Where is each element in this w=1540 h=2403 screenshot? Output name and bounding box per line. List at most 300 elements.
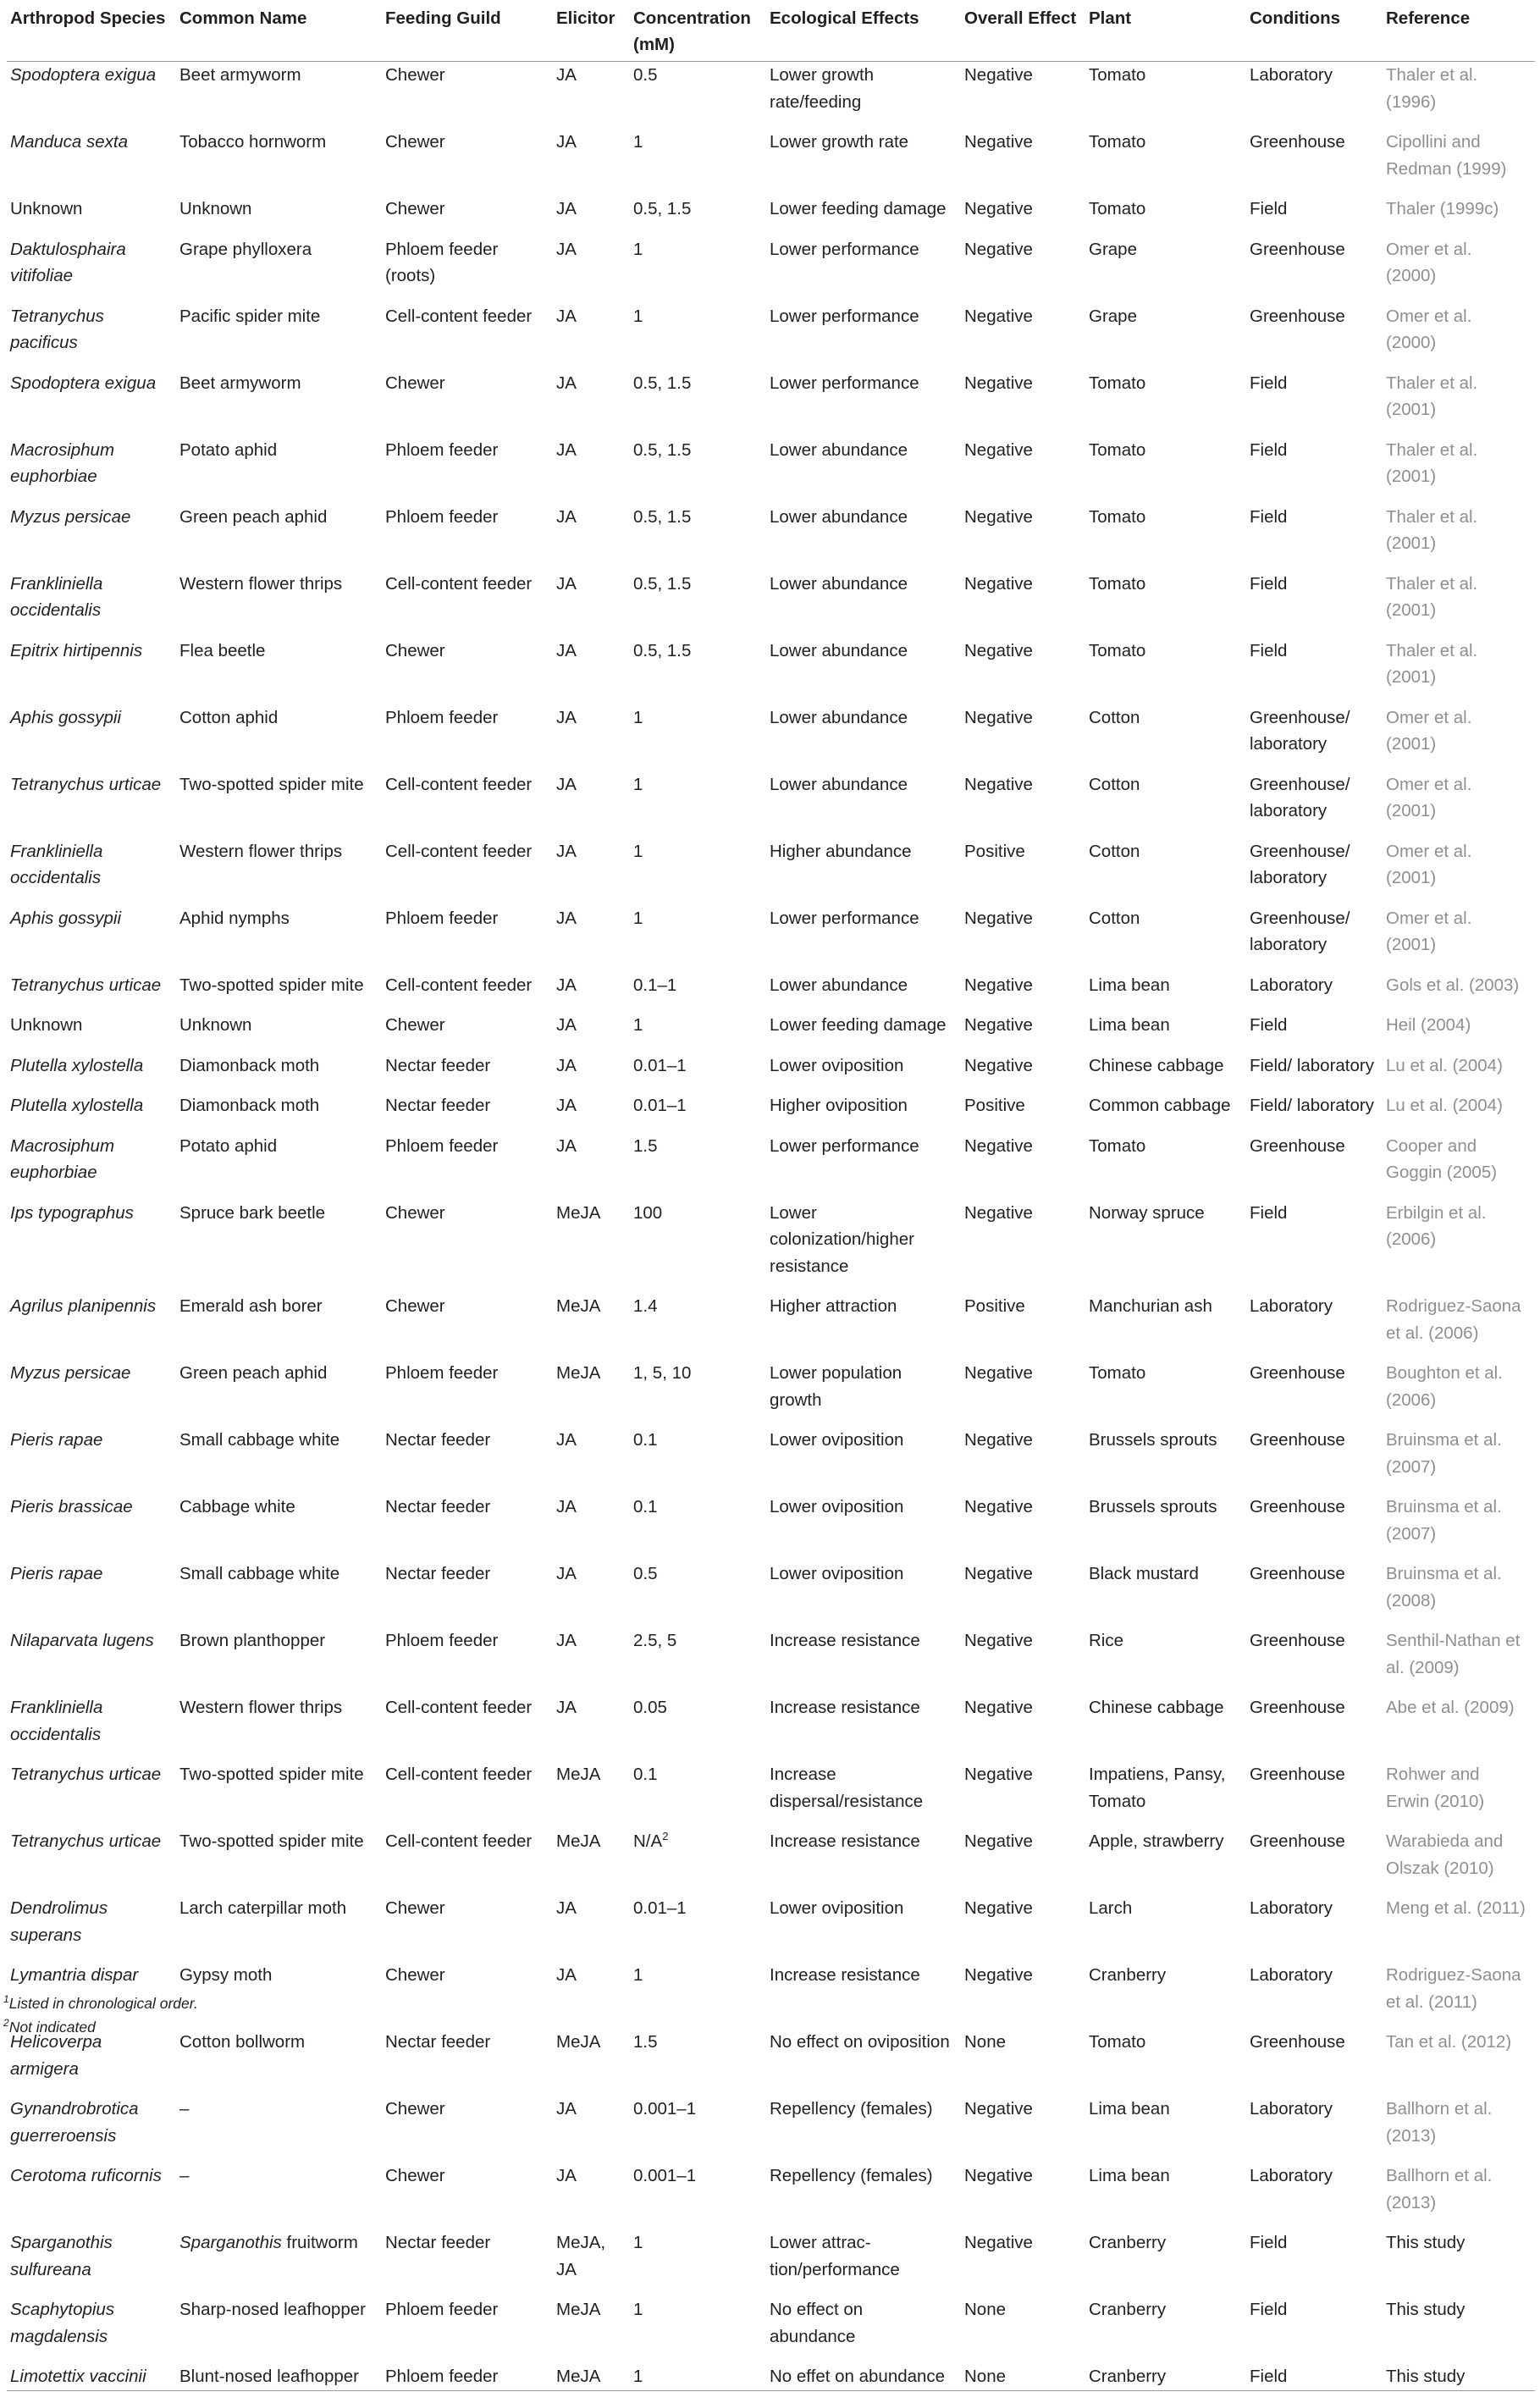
overall-effect-cell: Negative — [964, 774, 1033, 794]
common-name-cell: Emerald ash borer — [179, 1296, 323, 1316]
elicitor-cell: JA — [556, 1015, 577, 1035]
species-cell: Tetranychus pacificus — [10, 306, 104, 352]
overall-effect-cell: Negative — [964, 439, 1033, 460]
species-cell: Lymantria dispar — [10, 1965, 139, 1985]
conditions-cell: Field — [1250, 573, 1288, 594]
feeding-guild-cell: Nectar feeder — [385, 1430, 491, 1450]
feeding-guild-cell: Cell-content feeder — [385, 306, 533, 326]
species-cell: Scaphytopius magdalensis — [10, 2300, 115, 2346]
conditions-cell: Field — [1250, 2300, 1288, 2319]
overall-effect-cell: Negative — [964, 306, 1033, 326]
plant-cell: Apple, strawberry — [1089, 1831, 1224, 1851]
table-row — [7, 2082, 1535, 2149]
ecological-effects-cell: Lower abundance — [770, 975, 908, 995]
plant-cell: Tomato — [1089, 1363, 1146, 1383]
column-header: Conditions — [1246, 0, 1383, 62]
column-header: Concentration (mM) — [630, 0, 766, 62]
concentration-cell: 0.1 — [633, 1430, 658, 1450]
plant-cell: Cranberry — [1089, 2300, 1167, 2319]
overall-effect-cell: Negative — [964, 1831, 1033, 1851]
feeding-guild-cell: Chewer — [385, 1296, 445, 1316]
elicitor-cell: JA — [556, 199, 577, 218]
overall-effect-cell: Negative — [964, 2166, 1033, 2185]
common-name-cell: Western flower thrips — [179, 573, 343, 594]
ecological-effects-cell: Lower performance — [770, 373, 919, 393]
reference-cell: Lu et al. (2004) — [1386, 1055, 1503, 1075]
elicitor-cell: JA — [556, 1631, 577, 1650]
table-row — [7, 62, 1535, 116]
elicitor-cell: MeJA — [556, 1363, 601, 1383]
footnote — [3, 1991, 198, 2015]
feeding-guild-cell: Cell-content feeder — [385, 1698, 533, 1717]
footnote-ref: 2 — [662, 1830, 669, 1843]
table-row — [7, 624, 1535, 691]
reference-cell: Thaler et al. (1996) — [1386, 65, 1478, 112]
ecological-effects-cell: No effet on abundance — [770, 2367, 946, 2386]
common-name-cell: Cotton aphid — [179, 707, 279, 727]
elicitor-cell: JA — [556, 573, 577, 594]
concentration-cell: 1.5 — [633, 1135, 658, 1156]
reference-cell: Thaler et al. (2001) — [1386, 373, 1478, 419]
species-cell: Macrosiphum euphorbiae — [10, 1135, 115, 1182]
overall-effect-cell: Negative — [964, 506, 1033, 527]
feeding-guild-cell: Chewer — [385, 1015, 445, 1035]
table-row — [7, 182, 1535, 223]
concentration-cell: 0.05 — [633, 1698, 667, 1717]
elicitor-cell: JA — [556, 1055, 577, 1075]
elicitor-cell: JA — [556, 306, 577, 326]
overall-effect-cell: Negative — [964, 199, 1033, 218]
species-cell: Myzus persicae — [10, 506, 131, 527]
species-cell: Pieris rapae — [10, 1430, 103, 1450]
species-cell: Tetranychus urticae — [10, 1765, 162, 1784]
plant-cell: Lima bean — [1089, 1015, 1170, 1035]
plant-cell: Grape — [1089, 306, 1137, 326]
elicitor-cell: JA — [556, 1698, 577, 1717]
overall-effect-cell: Negative — [964, 239, 1033, 259]
species-cell: Spodoptera exigua — [10, 373, 157, 393]
feeding-guild-cell: Cell-content feeder — [385, 1831, 533, 1851]
overall-effect-cell: Negative — [964, 1765, 1033, 1784]
feeding-guild-cell: Cell-content feeder — [385, 841, 533, 861]
table-row — [7, 1079, 1535, 1119]
overall-effect-cell: Negative — [964, 640, 1033, 660]
plant-cell: Tomato — [1089, 640, 1146, 660]
overall-effect-cell: None — [964, 2032, 1007, 2052]
feeding-guild-cell: Phloem feeder — [385, 1135, 499, 1156]
elicitor-cell: JA — [556, 707, 577, 727]
reference-cell: Abe et al. (2009) — [1386, 1698, 1515, 1717]
species-cell: Dendrolimus superans — [10, 1898, 108, 1945]
concentration-cell: 0.5, 1.5 — [633, 640, 692, 660]
table-row — [7, 290, 1535, 356]
elicitor-cell: JA — [556, 1497, 577, 1516]
conditions-cell: Laboratory — [1250, 975, 1333, 995]
common-name-cell: Two-spotted spider mite — [179, 1831, 364, 1851]
species-cell: Nilaparvata lugens — [10, 1631, 154, 1650]
table-row — [7, 1039, 1535, 1080]
common-name-cell: Unknown — [179, 1015, 252, 1035]
concentration-cell: 0.5, 1.5 — [633, 506, 692, 527]
common-name-cell: Aphid nymphs — [179, 908, 290, 928]
species-cell: Frankliniella occidentalis — [10, 573, 103, 620]
overall-effect-cell: Negative — [964, 132, 1033, 152]
elicitor-cell: JA — [556, 239, 577, 259]
table-row — [7, 2283, 1535, 2350]
conditions-cell: Greenhouse — [1250, 1135, 1345, 1156]
feeding-guild-cell: Phloem feeder (roots) — [385, 239, 499, 285]
reference-cell: Omer et al. (2000) — [1386, 306, 1472, 352]
ecological-effects-cell: Lower growth rate — [770, 132, 909, 152]
species-cell: Aphis gossypii — [10, 707, 122, 727]
ecological-effects-cell: Higher abundance — [770, 841, 912, 861]
ecological-effects-cell: Lower performance — [770, 1135, 919, 1156]
conditions-cell: Greenhouse — [1250, 1698, 1345, 1717]
feeding-guild-cell: Chewer — [385, 2099, 445, 2119]
concentration-cell: 0.01–1 — [633, 1096, 687, 1115]
overall-effect-cell: Negative — [964, 1698, 1033, 1717]
species-cell: Gynandrobrotica guerreroensis — [10, 2099, 139, 2146]
species-cell: Ips typographus — [10, 1202, 134, 1223]
plant-cell: Black mustard — [1089, 1564, 1199, 1583]
ecological-effects-cell: Lower abundance — [770, 506, 908, 527]
reference-cell: Rohwer and Erwin (2010) — [1386, 1765, 1485, 1811]
feeding-guild-cell: Chewer — [385, 640, 445, 660]
concentration-cell: 0.5, 1.5 — [633, 373, 692, 393]
reference-cell: Bruinsma et al. (2007) — [1386, 1430, 1502, 1477]
elicitor-cell: JA — [556, 373, 577, 393]
elicitor-cell: JA — [556, 2166, 577, 2185]
common-name-cell: Tobacco hornworm — [179, 132, 327, 152]
common-name-cell: Cotton bollworm — [179, 2032, 306, 2052]
overall-effect-cell: Negative — [964, 1631, 1033, 1650]
reference-cell: Omer et al. (2001) — [1386, 774, 1472, 820]
common-name-cell: Larch caterpillar moth — [179, 1898, 347, 1918]
footnote-text: Listed in chronological order. — [8, 1995, 198, 2012]
conditions-cell: Greenhouse/ laboratory — [1250, 774, 1350, 820]
column-header: Ecological Effects — [766, 0, 961, 62]
common-name-cell: Small cabbage white — [179, 1564, 340, 1583]
common-name-cell: Blunt-nosed leafhopper — [179, 2367, 359, 2386]
conditions-cell: Field — [1250, 2233, 1288, 2252]
plant-cell: Tomato — [1089, 65, 1146, 85]
reference-cell: Omer et al. (2001) — [1386, 841, 1472, 887]
overall-effect-cell: None — [964, 2367, 1007, 2386]
conditions-cell: Greenhouse — [1250, 132, 1345, 152]
table-row — [7, 2216, 1535, 2283]
overall-effect-cell: None — [964, 2300, 1007, 2319]
species-cell: Plutella xylostella — [10, 1096, 144, 1115]
common-name-cell: Gypsy moth — [179, 1965, 273, 1985]
plant-cell: Norway spruce — [1089, 1202, 1205, 1223]
common-name-cell: Two-spotted spider mite — [179, 774, 364, 794]
common-name-cell: Western flower thrips — [179, 841, 343, 861]
overall-effect-cell: Negative — [964, 1898, 1033, 1918]
common-name-cell: Two-spotted spider mite — [179, 1765, 364, 1784]
data-table — [7, 0, 1535, 2403]
reference-cell: Rodriguez-Saona et al. (2006) — [1386, 1296, 1521, 1343]
conditions-cell: Greenhouse — [1250, 239, 1345, 259]
ecological-effects-cell: No effect on oviposition — [770, 2032, 950, 2052]
species-cell: Tetranychus urticae — [10, 975, 162, 995]
species-cell: Frankliniella occidentalis — [10, 1698, 103, 1744]
conditions-cell: Laboratory — [1250, 65, 1333, 85]
table-row — [7, 1881, 1535, 1948]
column-header: Reference — [1383, 0, 1535, 62]
concentration-cell: 1 — [633, 2367, 643, 2386]
ecological-effects-cell: Lower abundance — [770, 707, 908, 727]
ecological-effects-cell: Lower oviposition — [770, 1564, 904, 1583]
plant-cell: Cranberry — [1089, 2367, 1167, 2386]
ecological-effects-cell: Lower population growth — [770, 1363, 902, 1410]
overall-effect-cell: Negative — [964, 707, 1033, 727]
concentration-cell: 1 — [633, 306, 643, 326]
elicitor-cell: JA — [556, 1898, 577, 1918]
feeding-guild-cell: Phloem feeder — [385, 2367, 499, 2386]
conditions-cell: Field — [1250, 1015, 1288, 1035]
footnote-text: Not indicated — [8, 2019, 96, 2036]
overall-effect-cell: Negative — [964, 1055, 1033, 1075]
reference-cell: Omer et al. (2000) — [1386, 239, 1472, 285]
conditions-cell: Greenhouse/ laboratory — [1250, 841, 1350, 887]
conditions-cell: Field — [1250, 2367, 1288, 2386]
reference-cell: Erbilgin et al. (2006) — [1386, 1202, 1487, 1249]
common-name-cell: Brown planthopper — [179, 1631, 326, 1650]
column-header: Arthropod Species — [7, 0, 176, 62]
table-row — [7, 825, 1535, 892]
overall-effect-cell: Negative — [964, 65, 1033, 85]
overall-effect-cell: Negative — [964, 1430, 1033, 1450]
conditions-cell: Laboratory — [1250, 1965, 1333, 1985]
table-row — [7, 1547, 1535, 1614]
plant-cell: Tomato — [1089, 2032, 1146, 2052]
plant-cell: Tomato — [1089, 199, 1146, 218]
conditions-cell: Field — [1250, 640, 1288, 660]
ecological-effects-cell: Lower oviposition — [770, 1055, 904, 1075]
species-cell: Tetranychus urticae — [10, 1831, 162, 1851]
ecological-effects-cell: Lower abundance — [770, 573, 908, 594]
reference-cell: Rodriguez-Saona et al. (2011) — [1386, 1965, 1521, 2012]
reference-cell: This study — [1386, 2367, 1465, 2386]
reference-cell: Omer et al. (2001) — [1386, 707, 1472, 754]
species-cell: Pieris rapae — [10, 1564, 103, 1583]
plant-cell: Chinese cabbage — [1089, 1055, 1224, 1075]
reference-cell: Heil (2004) — [1386, 1015, 1471, 1035]
concentration-cell: 100 — [633, 1202, 663, 1223]
elicitor-cell: JA — [556, 975, 577, 995]
feeding-guild-cell: Phloem feeder — [385, 707, 499, 727]
ecological-effects-cell: Lower abundance — [770, 640, 908, 660]
elicitor-cell: MeJA — [556, 2032, 601, 2052]
ecological-effects-cell: Lower attrac-tion/performance — [770, 2233, 900, 2279]
table-row — [7, 1186, 1535, 1280]
feeding-guild-cell: Cell-content feeder — [385, 573, 533, 594]
feeding-guild-cell: Nectar feeder — [385, 2032, 491, 2052]
reference-cell: Thaler et al. (2001) — [1386, 573, 1478, 620]
concentration-cell: 0.5 — [633, 1564, 658, 1583]
ecological-effects-cell: Increase resistance — [770, 1831, 920, 1851]
concentration-cell: 1 — [633, 2300, 643, 2319]
feeding-guild-cell: Chewer — [385, 1965, 445, 1985]
plant-cell: Brussels sprouts — [1089, 1497, 1217, 1516]
common-name-cell: Beet armyworm — [179, 373, 301, 393]
overall-effect-cell: Negative — [964, 908, 1033, 928]
species-cell: Agrilus planipennis — [10, 1296, 157, 1316]
reference-cell: Omer et al. (2001) — [1386, 908, 1472, 954]
overall-effect-cell: Negative — [964, 573, 1033, 594]
plant-cell: Grape — [1089, 239, 1137, 259]
table-row — [7, 2015, 1535, 2082]
common-name-cell: Grape phylloxera — [179, 239, 312, 259]
conditions-cell: Greenhouse — [1250, 1363, 1345, 1383]
column-header: Plant — [1085, 0, 1246, 62]
feeding-guild-cell: Nectar feeder — [385, 1497, 491, 1516]
table-row — [7, 1681, 1535, 1748]
elicitor-cell: MeJA, JA — [556, 2233, 606, 2279]
common-name-cell: Sharp-nosed leafhopper — [179, 2300, 366, 2319]
plant-cell: Brussels sprouts — [1089, 1430, 1217, 1450]
common-name-cell: Potato aphid — [179, 1135, 278, 1156]
overall-effect-cell: Negative — [964, 1015, 1033, 1035]
common-name-cell: Small cabbage white — [179, 1430, 340, 1450]
species-cell: Macrosiphum euphorbiae — [10, 439, 115, 486]
plant-cell: Impatiens, Pansy, Tomato — [1089, 1765, 1226, 1811]
common-name-cell: Potato aphid — [179, 439, 278, 460]
concentration-cell: 1 — [633, 1015, 643, 1035]
overall-effect-cell: Negative — [964, 1564, 1033, 1583]
common-name-cell: Cabbage white — [179, 1497, 295, 1516]
elicitor-cell: JA — [556, 774, 577, 794]
concentration-cell: 1 — [633, 841, 643, 861]
concentration-cell: 0.001–1 — [633, 2166, 697, 2185]
common-name-cell: Green peach aphid — [179, 1363, 328, 1383]
elicitor-cell: MeJA — [556, 2367, 601, 2386]
feeding-guild-cell: Nectar feeder — [385, 1055, 491, 1075]
common-name-cell: Green peach aphid — [179, 506, 328, 527]
concentration-cell: 0.1–1 — [633, 975, 677, 995]
table-row — [7, 758, 1535, 825]
overall-effect-cell: Negative — [964, 975, 1033, 995]
common-name-cell: Two-spotted spider mite — [179, 975, 364, 995]
elicitor-cell: JA — [556, 1430, 577, 1450]
species-cell: Spodoptera exigua — [10, 65, 157, 85]
table-row — [7, 958, 1535, 999]
plant-cell: Tomato — [1089, 373, 1146, 393]
table-row — [7, 1279, 1535, 1346]
ecological-effects-cell: Lower colonization/higher resistance — [770, 1202, 914, 1276]
reference-cell: Cooper and Goggin (2005) — [1386, 1135, 1498, 1182]
common-name-cell: Diamonback moth — [179, 1096, 320, 1115]
table-row — [7, 2149, 1535, 2216]
ecological-effects-cell: Increase resistance — [770, 1965, 920, 1985]
table-row — [7, 998, 1535, 1039]
overall-effect-cell: Negative — [964, 2099, 1033, 2119]
species-cell: Unknown — [10, 199, 83, 218]
conditions-cell: Field/ laboratory — [1250, 1096, 1374, 1115]
conditions-cell: Greenhouse — [1250, 306, 1345, 326]
common-name-cell: Flea beetle — [179, 640, 266, 660]
feeding-guild-cell: Cell-content feeder — [385, 1765, 533, 1784]
common-name-cell: Beet armyworm — [179, 65, 301, 85]
species-cell: Limotettix vaccinii — [10, 2367, 146, 2386]
reference-cell: This study — [1386, 2300, 1465, 2319]
feeding-guild-cell: Phloem feeder — [385, 908, 499, 928]
elicitor-cell: MeJA — [556, 1831, 601, 1851]
feeding-guild-cell: Nectar feeder — [385, 1096, 491, 1115]
ecological-effects-cell: Lower performance — [770, 908, 919, 928]
species-cell: Frankliniella occidentalis — [10, 841, 103, 887]
elicitor-cell: JA — [556, 65, 577, 85]
ecological-effects-cell: Lower growth rate/feeding — [770, 65, 875, 112]
feeding-guild-cell: Chewer — [385, 199, 445, 218]
overall-effect-cell: Positive — [964, 1096, 1025, 1115]
concentration-cell: 0.1 — [633, 1765, 658, 1784]
column-header: Common Name — [176, 0, 382, 62]
conditions-cell: Greenhouse — [1250, 1497, 1345, 1516]
concentration-cell: 0.01–1 — [633, 1055, 687, 1075]
conditions-cell: Greenhouse — [1250, 1631, 1345, 1650]
common-name-cell: – — [179, 2099, 190, 2119]
reference-cell: Thaler et al. (2001) — [1386, 506, 1478, 553]
table-row — [7, 490, 1535, 557]
plant-cell: Tomato — [1089, 573, 1146, 594]
ecological-effects-cell: Lower abundance — [770, 774, 908, 794]
plant-cell: Rice — [1089, 1631, 1124, 1650]
ecological-effects-cell: Increase resistance — [770, 1698, 920, 1717]
conditions-cell: Field — [1250, 373, 1288, 393]
ecological-effects-cell: Increase resistance — [770, 1631, 920, 1650]
elicitor-cell: JA — [556, 908, 577, 928]
reference-cell: Bruinsma et al. (2008) — [1386, 1564, 1502, 1610]
species-cell: Tetranychus urticae — [10, 774, 162, 794]
plant-cell: Lima bean — [1089, 2099, 1170, 2119]
reference-cell: Meng et al. (2011) — [1386, 1898, 1526, 1918]
table-row — [7, 1413, 1535, 1480]
feeding-guild-cell: Nectar feeder — [385, 2233, 491, 2252]
conditions-cell: Greenhouse/ laboratory — [1250, 707, 1350, 754]
table-row — [7, 2350, 1535, 2390]
reference-cell: Ballhorn et al. (2013) — [1386, 2099, 1493, 2146]
concentration-cell: 1 — [633, 908, 643, 928]
table-row — [7, 115, 1535, 182]
overall-effect-cell: Negative — [964, 1202, 1033, 1223]
table-row — [7, 356, 1535, 423]
overall-effect-cell: Negative — [964, 1135, 1033, 1156]
concentration-cell — [630, 1815, 766, 1881]
ecological-effects-cell: Lower abundance — [770, 439, 908, 460]
conditions-cell: Greenhouse — [1250, 1564, 1345, 1583]
elicitor-cell: JA — [556, 1564, 577, 1583]
common-name-cell: Spruce bark beetle — [179, 1202, 326, 1223]
common-name-cell: Diamonback moth — [179, 1055, 320, 1075]
column-header: Overall Effect — [961, 0, 1085, 62]
species-cell: Manduca sexta — [10, 132, 129, 152]
concentration-cell: 1 — [633, 707, 643, 727]
common-name-cell: – — [179, 2166, 190, 2185]
plant-cell: Cotton — [1089, 841, 1140, 861]
conditions-cell: Field — [1250, 439, 1288, 460]
feeding-guild-cell: Phloem feeder — [385, 1363, 499, 1383]
elicitor-cell: JA — [556, 640, 577, 660]
species-cell: Aphis gossypii — [10, 908, 122, 928]
table-row — [7, 1948, 1535, 2015]
italic-genus: Sparganothis — [179, 2233, 282, 2252]
plant-cell: Tomato — [1089, 132, 1146, 152]
reference-cell: Senthil-Nathan et al. (2009) — [1386, 1631, 1521, 1677]
conditions-cell: Greenhouse — [1250, 2032, 1345, 2052]
conditions-cell: Laboratory — [1250, 1296, 1333, 1316]
conditions-cell: Greenhouse/ laboratory — [1250, 908, 1350, 954]
